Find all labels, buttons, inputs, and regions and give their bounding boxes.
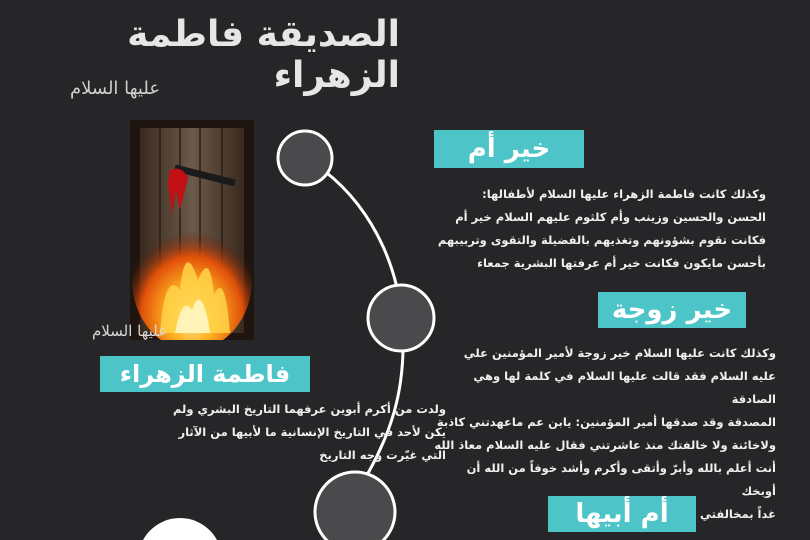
section-line: ولاخائنة ولا خالفتك منذ عاشرتني فقال عليه السلام معاذ الله (434, 438, 776, 452)
intro-line: ولدت من أكرم أبوين عرفهما التاريخ البشري ولم (172, 402, 446, 416)
intro-line: التي غيّرت وجه التاريخ (319, 448, 446, 462)
timeline-node-3 (315, 472, 395, 540)
section-title-mother-of-her-father: أم أبيها (548, 496, 696, 532)
timeline-node-1 (278, 131, 332, 185)
name-honorific: عليها السلام (92, 322, 168, 340)
section-line: المصدقة وقد صدقها أمير المؤمنين: يابن عم ماعهدتني كاذبة (436, 415, 776, 429)
intro-line: يكن لأحد في التاريخ الإنسانية ما لأبيها من الآثار (178, 425, 446, 439)
section-line: بأحسن مايكون فكانت خير أم عرفتها البشرية جمعاء (477, 256, 766, 270)
section-line: الحسن والحسين وزينب وأم كلثوم عليهم السلام خير أم (455, 210, 766, 224)
intro-text (158, 398, 446, 467)
timeline-node-2 (368, 285, 434, 351)
section-title-best-mother: خير أم (434, 130, 584, 168)
section-line: غداً بمخالفتي (699, 507, 776, 521)
section-line: وكذلك كانت عليها السلام خير زوجة لأمير المؤمنين علي (463, 346, 776, 360)
section-line: فكانت تقوم بشؤونهم وتغذيهم بالفضيلة والتقوى وتربيبهم (437, 233, 766, 247)
page-subtitle: عليها السلام (70, 78, 161, 99)
section-text-best-mother (410, 183, 766, 275)
burning-door-image (130, 120, 254, 340)
page-title: الصديقة فاطمة الزهراء (127, 14, 400, 96)
timeline-node-4 (138, 518, 222, 540)
name-badge: فاطمة الزهراء (100, 356, 310, 392)
section-line: وكذلك كانت فاطمة الزهراء عليها السلام لأطفالها: (482, 187, 766, 201)
section-title-best-wife: خير زوجة (598, 292, 746, 328)
section-line: أنت أعلم بالله وأبرّ وأتقى وأكرم وأشد خوفاً من الله أن أوبخك (466, 461, 776, 498)
section-line: عليه السلام فقد قالت عليها السلام في كلمة لها وهي الصادقة (473, 369, 776, 406)
